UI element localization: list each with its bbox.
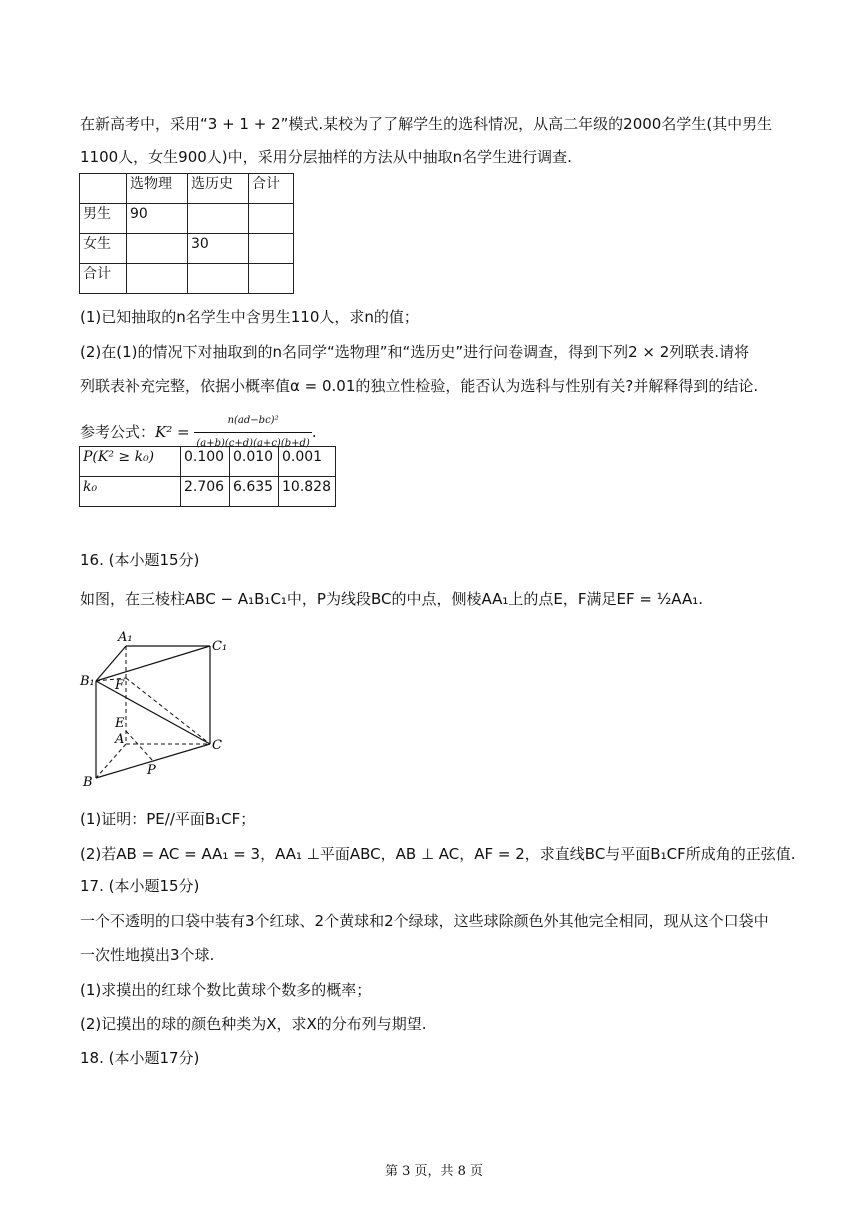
table-cell: 30 [188,234,249,264]
table-cell [127,234,188,264]
table-cell: 合计 [249,174,294,204]
q15-intro-line2: 1100人，女生900人)中，采用分层抽样的方法从中抽取n名学生进行调查. [80,148,572,166]
table-cell: 女生 [80,234,127,264]
table-cell [188,204,249,234]
table-row [80,234,294,264]
table-cell: P(K² ≥ k₀) [80,447,181,477]
table-cell: 6.635 [230,477,279,507]
formula-lhs: K² = [155,423,195,441]
label-C: C [212,738,222,753]
label-E: E [115,716,125,731]
prism-figure [78,628,228,790]
table-row [80,264,294,294]
formula-numerator: n(ad−bc)² [194,410,311,433]
q17-stem-line1: 一个不透明的口袋中装有3个红球、2个黄球和2个绿球，这些球除颜色外其他完全相同，现从这个口袋中 [80,912,769,930]
table-row [80,447,336,477]
label-A1: A₁ [118,630,133,645]
table-row [80,477,336,507]
table-cell: 0.100 [181,447,230,477]
label-P: P [147,763,156,778]
q16-part1: (1)证明：PE//平面B₁CF； [80,810,256,828]
table-row [80,204,294,234]
label-C1: C₁ [212,639,228,654]
critical-value-table [79,446,336,507]
table-cell [249,204,294,234]
table-cell [249,264,294,294]
table-cell: 0.010 [230,447,279,477]
table-cell: 选历史 [188,174,249,204]
table-cell [80,174,127,204]
q15-part2-line1: (2)在(1)的情况下对抽取到的n名同学“选物理”和“选历史”进行问卷调查，得到下列2 × 2列联表.请将 [80,343,750,361]
label-B1: B₁ [80,674,95,689]
q16-title: 16. (本小题15分) [80,551,200,569]
table-cell: 男生 [80,204,127,234]
label-F: F [115,678,125,693]
table-cell: 选物理 [127,174,188,204]
q17-part2: (2)记摸出的球的颜色种类为X，求X的分布列与期望. [80,1015,427,1033]
q17-stem-line2: 一次性地摸出3个球. [80,946,215,964]
q17-part1: (1)求摸出的红球个数比黄球个数多的概率； [80,981,372,999]
q15-part1: (1)已知抽取的n名学生中含男生110人，求n的值； [80,308,419,326]
formula-end: . [311,423,317,441]
label-B: B [83,775,93,790]
q15-intro-line1: 在新高考中，采用“3 + 1 + 2”模式.某校为了了解学生的选科情况，从高二年级的2000名学生(其中男生 [80,115,773,133]
table-cell: k₀ [80,477,181,507]
table-cell: 10.828 [279,477,336,507]
table-cell [249,234,294,264]
q17-title: 17. (本小题15分) [80,877,200,895]
table-cell: 2.706 [181,477,230,507]
formula-label: 参考公式： [80,423,156,441]
q16-stem: 如图，在三棱柱ABC − A₁B₁C₁中，P为线段BC的中点，侧棱AA₁上的点E，F满足EF = ½AA₁. [80,590,704,608]
q15-contingency-table [79,173,294,294]
table-cell: 90 [127,204,188,234]
q16-part2: (2)若AB = AC = AA₁ = 3，AA₁ ⊥平面ABC，AB ⊥ AC，AF = 2，求直线BC与平面B₁CF所成角的正弦值. [80,845,796,863]
table-header-row [80,174,294,204]
table-cell: 合计 [80,264,127,294]
q18-title: 18. (本小题17分) [80,1049,200,1067]
table-cell [188,264,249,294]
table-cell [127,264,188,294]
q15-part2-line2: 列联表补充完整，依据小概率值α = 0.01的独立性检验，能否认为选科与性别有关?并解释得到的结论. [80,377,759,395]
label-A: A [115,732,125,747]
page-footer: 第 3 页，共 8 页 [384,1164,484,1179]
formula-denominator: (a+b)(c+d)(a+c)(b+d) [196,438,310,449]
table-cell: 0.001 [279,447,336,477]
